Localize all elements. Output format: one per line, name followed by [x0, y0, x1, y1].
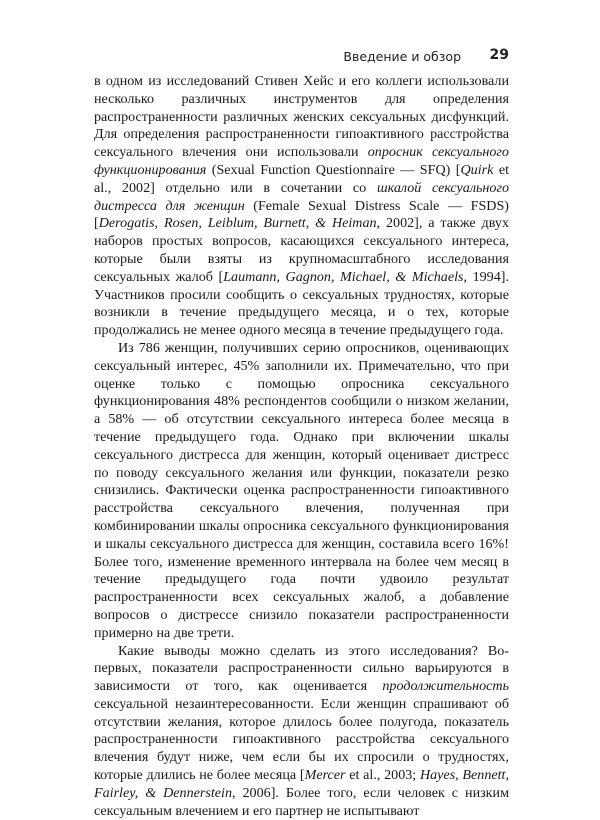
- text-run: , 2006]. Более того, если человек с низким сексуальным влечением и его партнер не испытывают: [94, 785, 509, 819]
- citation-author: Hayes, Bennett, Fairley, & Dennerstein: [94, 767, 509, 801]
- paragraph-2: Из 786 женщин, получивших серию опросников, оценивающих сексуальный интерес, 45% заполнили их. Примечательно, что при оценке только с помощью опросника сексуального функционирования 48% респондентов сообщили о низком желании, а 58% — об отсутствии сексуального интереса более месяца в течение предыдущего года. Однако при включении шкалы сексуального дистресса для женщин, который оценивает дистресс по поводу сексуального желания или функции, показатели резко снизились. Фактически оценка распространенности гипоактивного расстройства сексуального влечения, полученная при комбинировании шкалы опросника сексуального функционирования и шкалы сексуального дистресса для женщин, составила всего 16%! Более того, изменение временного интервала на более чем месяц в течение предыдущего года почти удвоило результат распространенности всех сексуальных жалоб, а добавление вопросов о дистрессе снизило показатели распространенности примерно на две трети.: [94, 340, 509, 643]
- text-run: Какие выводы можно сделать из этого исследования? Во-первых, показатели распространенности сильно варьируются в зависимости от того, как оценивается: [94, 643, 509, 695]
- italic-term: продолжительность: [382, 678, 509, 694]
- citation-author: Mercer: [305, 767, 346, 783]
- text-run: (Sexual Function Questionnaire — SFQ) [: [206, 162, 460, 178]
- text-run: , 2002], а также двух наборов простых вопросов, касающихся сексуального интереса, которые были взяты из крупномасштабного исследования сексуальных жалоб [: [94, 215, 509, 284]
- text-run: в одном из исследований Стивен Хейс и его коллеги использовали несколько различных инструментов для определения распространенности различных женских сексуальных дисфункций. Для определения распространенности гипоактивного расстройства сексуального влечения они использовали: [94, 73, 509, 160]
- text-run: , 1994]. Участников просили сообщить о сексуальных трудностях, которые возникли в течение предыдущего месяца, и о тех, которые продолжались не менее одного месяца в течение предыдущего года.: [94, 269, 509, 338]
- text-run: et al., 2003;: [346, 767, 420, 783]
- citation-author: Quirk: [461, 162, 494, 178]
- italic-term: опросник сексуального функционирования: [94, 144, 509, 178]
- header-section-title: Введение и обзор: [343, 49, 461, 64]
- citation-author: Laumann, Gagnon, Michael, & Michaels: [223, 269, 463, 285]
- citation-author: Derogatis, Rosen, Leiblum, Burnett, & Heiman: [99, 215, 377, 231]
- page-number: 29: [490, 47, 509, 63]
- text-run: (Female Sexual Distress Scale — FSDS) [: [94, 198, 509, 232]
- italic-term: шкалой сексуального дистресса для женщин: [94, 180, 509, 214]
- running-header: [94, 47, 509, 67]
- paragraph-3: [94, 643, 509, 820]
- paragraph-1: [94, 73, 509, 340]
- body-text: [94, 73, 509, 820]
- text-run: et al., 2002] отдельно или в сочетании со: [94, 162, 509, 196]
- text-run: сексуальной незаинтересованности. Если женщин спрашивают об отсутствии желания, которое длилось более полугода, показатель распространенности гипоактивного расстройства сексуального влечения будут ниже, чем если бы их спросили о трудностях, которые длились не более месяца [: [94, 696, 509, 783]
